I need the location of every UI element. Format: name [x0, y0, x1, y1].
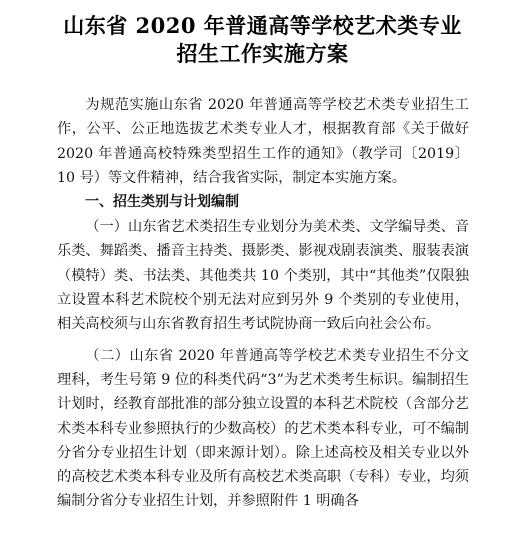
paragraph-category: （一）山东省艺术类招生专业划分为美术类、文学编导类、音乐类、舞蹈类、播音主持类、摄影类、影视戏剧表演类、服装表演（模特）类、书法类、其他类共 10 个类别，其中“其他类”仅限独立设置本科艺术院校个别无法对应到另外 9 个类别的专业使用，相关高校须与山东省教育招生考试院协商一致后向社会公布。	[57, 219, 469, 333]
section-heading: 一、招生类别与计划编制	[85, 194, 239, 211]
paragraph-plan: （二）山东省 2020 年普通高等学校艺术类专业招生不分文理科，考生号第 9 位的科类代码“3”为艺术类考生标识。编制招生计划时，经教育部批准的部分独立设置的本科艺术院校（含部分艺术类本科专业参照执行的少数高校）的艺术类本科专业，可不编制分省分专业招生计划（即来源计划）。除上述高校及相关专业以外的高校艺术类本科专业及所有高校艺术类高职（专科）专业，均须编制分省分专业招生计划，并参照附件 1 明确各	[57, 347, 469, 510]
document-title-line-2: 招生工作实施方案	[176, 41, 349, 66]
document-title-line-1: 山东省 2020 年普通高等学校艺术类专业	[63, 13, 462, 38]
intro-paragraph: 为规范实施山东省 2020 年普通高等学校艺术类专业招生工作，公平、公正地选拔艺术类专业人才，根据教育部《关于做好 2020 年普通高校特殊类型招生工作的通知》（教学司〔2019〕10 号）等文件精神，结合我省实际，制定本实施方案。	[57, 97, 469, 186]
paragraph-gap	[57, 337, 469, 344]
document-body	[57, 93, 469, 514]
